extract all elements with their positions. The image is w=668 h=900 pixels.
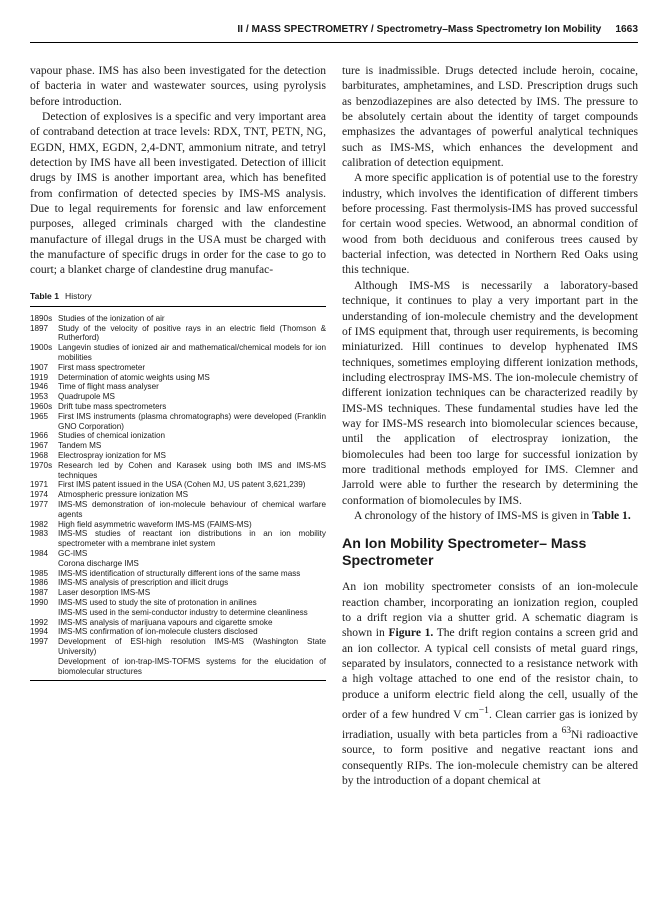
chronology-text: A chronology of the history of IMS-MS is given in — [354, 509, 590, 522]
table-event: Tandem MS — [58, 441, 102, 451]
table-year: 1983 — [30, 529, 49, 539]
paragraph-forestry: A more specific application is of potential use to the forestry industry, which involves the identification of different timbers before processing. Fast thermolysis-IMS has proved successful for certain wood species. Wetwood, an abnormal condition of wood from both deciduous and coniferous trees caused by bacterial infection, was detected in Northern Red Oaks using this technique. — [342, 172, 638, 277]
table-event: First mass spectrometer — [58, 362, 146, 372]
table-year: 1968 — [30, 450, 49, 460]
table-year: 1971 — [30, 480, 49, 490]
table-year: 1965 — [30, 411, 49, 421]
table-row — [30, 382, 326, 392]
unit-exponent: −1 — [478, 705, 489, 717]
table-row — [30, 314, 326, 324]
table-year: 1987 — [30, 588, 49, 598]
table-event: Laser desorption IMS-MS — [58, 588, 151, 598]
table-event: IMS-MS used in the semi-conductor industry to determine cleanliness — [58, 607, 308, 617]
table-caption — [30, 291, 326, 301]
table-year: 1977 — [30, 499, 49, 509]
page-number: 1663 — [615, 24, 638, 35]
table-event: IMS-MS used to study the site of protonation in anilines — [58, 597, 257, 607]
table-row — [30, 529, 326, 549]
section-heading: An Ion Mobility Spectrometer– Mass Spectrometer — [342, 536, 587, 570]
table-row — [30, 569, 326, 579]
table-year: 1946 — [30, 382, 49, 392]
table-row — [30, 392, 326, 402]
spectrometer-text-d: Ni radioactive source, to form positive and negative reactant ions and consequently RIPs. The ion-molecule chemistry can be altered by the introduction of a dopant chemical at — [342, 729, 638, 788]
table-body — [30, 314, 326, 676]
table-year: 1984 — [30, 548, 49, 558]
table-event: Studies of the ionization of air — [58, 313, 165, 323]
table-event: Research led by Cohen and Karasek using both IMS and IMS-MS techniques — [58, 460, 326, 480]
table-reference: Table 1. — [592, 509, 631, 522]
table-event: High field asymmetric waveform IMS-MS (FAIMS-MS) — [58, 519, 252, 529]
table-year: 1974 — [30, 490, 49, 500]
table-title: History — [64, 290, 92, 301]
table-event: Electrospray ionization for MS — [58, 450, 166, 460]
table-event: IMS-MS demonstration of ion-molecule behaviour of chemical warfare agents — [58, 499, 326, 519]
table-label: Table 1 — [30, 290, 59, 301]
table-row — [30, 549, 326, 559]
table-year: 1890s — [30, 313, 53, 323]
history-table — [30, 291, 326, 681]
table-row — [30, 431, 326, 441]
table-row — [30, 559, 326, 569]
table-row — [30, 618, 326, 628]
table-row — [30, 451, 326, 461]
paragraph-bacteria: vapour phase. IMS has also been investigated for the detection of bacteria in water and wastewater sources, using pyrolysis before introduction. — [30, 65, 326, 108]
running-header — [30, 24, 638, 43]
table-year: 1919 — [30, 372, 49, 382]
paragraph-laboratory: Although IMS-MS is necessarily a laboratory-based technique, it continues to play a very important part in the understanding of ion-molecule chemistry and the development of IMS equipment that, through user requirements, is becoming miniaturized. Hill continues to develop hyphenated IMS techniques, sometimes employing different ionization methods, including electrospray IMS-MS. The ion-molecule chemistry of different ionization techniques can be characterized readily by IMS-MS techniques. These fundamental studies have led the way for IMS-MS research into biomolecular sciences because, until the application of electrospray ionization, the biomolecules had been too large for successful ionization by more traditional methods employed for IMS. Clemner and Jarrold were able to further the research by determining the conformation of biomolecules by IMS. — [342, 279, 638, 507]
table-year: 1970s — [30, 460, 53, 470]
table-row — [30, 343, 326, 363]
table-event: Development of ESI-high resolution IMS-MS (Washington State University) — [58, 637, 326, 656]
running-title: II / MASS SPECTROMETRY / Spectrometry–Mass Spectrometry Ion Mobility — [237, 24, 602, 35]
table-event: Study of the velocity of positive rays in an electric field (Thomson & Rutherford) — [58, 323, 326, 343]
table-year: 1985 — [30, 568, 49, 578]
table-row — [30, 480, 326, 490]
table-event: Determination of atomic weights using MS — [58, 372, 210, 382]
table-event: First IMS patent issued in the USA (Cohen MJ, US patent 3,621,239) — [58, 480, 306, 490]
table-bottom-rule — [30, 680, 326, 681]
table-row — [30, 324, 326, 344]
table-top-rule — [30, 306, 326, 307]
table-year: 1897 — [30, 323, 49, 333]
table-row — [30, 402, 326, 412]
right-column — [342, 64, 638, 789]
table-row — [30, 441, 326, 451]
table-row — [30, 578, 326, 588]
table-row — [30, 520, 326, 530]
table-row — [30, 500, 326, 520]
table-event: Langevin studies of ionized air and mathematical/chemical models for ion mobilities — [58, 343, 326, 362]
table-year: 1986 — [30, 578, 49, 588]
table-row — [30, 598, 326, 608]
table-row — [30, 461, 326, 481]
table-year: 1960s — [30, 401, 53, 411]
table-row — [30, 657, 326, 677]
table-year: 1967 — [30, 441, 49, 451]
table-event: Studies of chemical ionization — [58, 431, 166, 441]
table-year: 1994 — [30, 627, 49, 637]
spectrometer-text-b: The drift region contains a screen grid and an ion collector. A typical cell consists of metal guard rings, separated by insulators, connected to a resistance network with a high voltage attached to one end of the resistor chain, to produce a uniform electric field along the cell, usually of the order of a few hundred V cm — [342, 627, 638, 721]
table-event: Corona discharge IMS — [58, 558, 139, 568]
table-event: IMS-MS analysis of marijuana vapours and cigarette smoke — [58, 617, 273, 627]
paragraph-drugs: ture is inadmissible. Drugs detected include heroin, cocaine, barbiturates, amphetamines, and LSD. Prescription drugs such as benzodiazepines are also detected by IMS. The pressure to be absolutely certain about the identity of target compounds emphasizes the advantages of powerful analytical techniques such as IMS-MS, which enhances the development and calibration of detection equipment. — [342, 65, 638, 170]
paragraph-explosives: Detection of explosives is a specific and very important area of contraband detection at trace levels: RDX, TNT, PETN, NG, EGDN, HMX, EGDN, 2,4-DNT, ammonium nitrate, and tetryl detection by IMS have all been investigated. Detection of illicit drugs by IMS is another important area, which has benefited from confirmation of detected species by IMS-MS analysis. Due to legal requirements for forensic and law enforcement purposes, alleged criminals charged with the clandestine manufacture of illegal drugs in the USA must be charged with the manufacture of specific drugs in order for the case to go to court; a blanket charge of clandestine drug manufac- — [30, 111, 326, 277]
table-row — [30, 608, 326, 618]
table-event: IMS-MS identification of structurally different ions of the same mass — [58, 568, 301, 578]
table-year — [30, 608, 58, 618]
spectrometer-text-c: . Clean carrier gas is ionized by irradiation, usually with beta particles from a — [342, 708, 638, 742]
paragraph-chronology — [342, 509, 638, 524]
figure-reference: Figure 1. — [388, 627, 434, 640]
table-year: 1966 — [30, 431, 49, 441]
table-event: GC-IMS — [58, 548, 88, 558]
table-year — [30, 657, 58, 677]
table-year: 1982 — [30, 519, 49, 529]
table-event: Time of flight mass analyser — [58, 382, 159, 392]
table-event: IMS-MS confirmation of ion-molecule clusters disclosed — [58, 627, 258, 637]
table-row — [30, 637, 326, 657]
table-year: 1992 — [30, 617, 49, 627]
table-event: IMS-MS analysis of prescription and illicit drugs — [58, 578, 229, 588]
left-column — [30, 64, 326, 681]
table-event: Atmospheric pressure ionization MS — [58, 490, 189, 500]
table-row — [30, 373, 326, 383]
spectrometer-text-a: An ion mobility spectrometer consists of an ion-molecule reaction chamber, incorporating an ionization region, coupled to a drift region via a shutter grid. A schematic diagram is shown in — [342, 581, 638, 640]
table-event: Drift tube mass spectrometers — [58, 401, 167, 411]
table-row — [30, 627, 326, 637]
table-year — [30, 559, 58, 569]
table-year: 1997 — [30, 637, 49, 647]
table-row — [30, 363, 326, 373]
table-row — [30, 412, 326, 432]
table-year: 1990 — [30, 597, 49, 607]
paragraph-spectrometer — [342, 580, 638, 789]
isotope-superscript: 63 — [561, 725, 572, 737]
table-year: 1907 — [30, 362, 49, 372]
table-year: 1900s — [30, 343, 53, 353]
table-event: First IMS instruments (plasma chromatographs) were developed (Franklin GNO Corporation) — [58, 411, 326, 431]
table-year: 1953 — [30, 392, 49, 402]
table-event: Quadrupole MS — [58, 392, 115, 402]
table-event: IMS-MS studies of reactant ion distributions in an ion mobility spectrometer with a membrane inlet system — [58, 529, 326, 549]
table-row — [30, 490, 326, 500]
table-event: Development of ion-trap-IMS-TOFMS systems for the elucidation of biomolecular structures — [58, 656, 326, 676]
table-row — [30, 588, 326, 598]
